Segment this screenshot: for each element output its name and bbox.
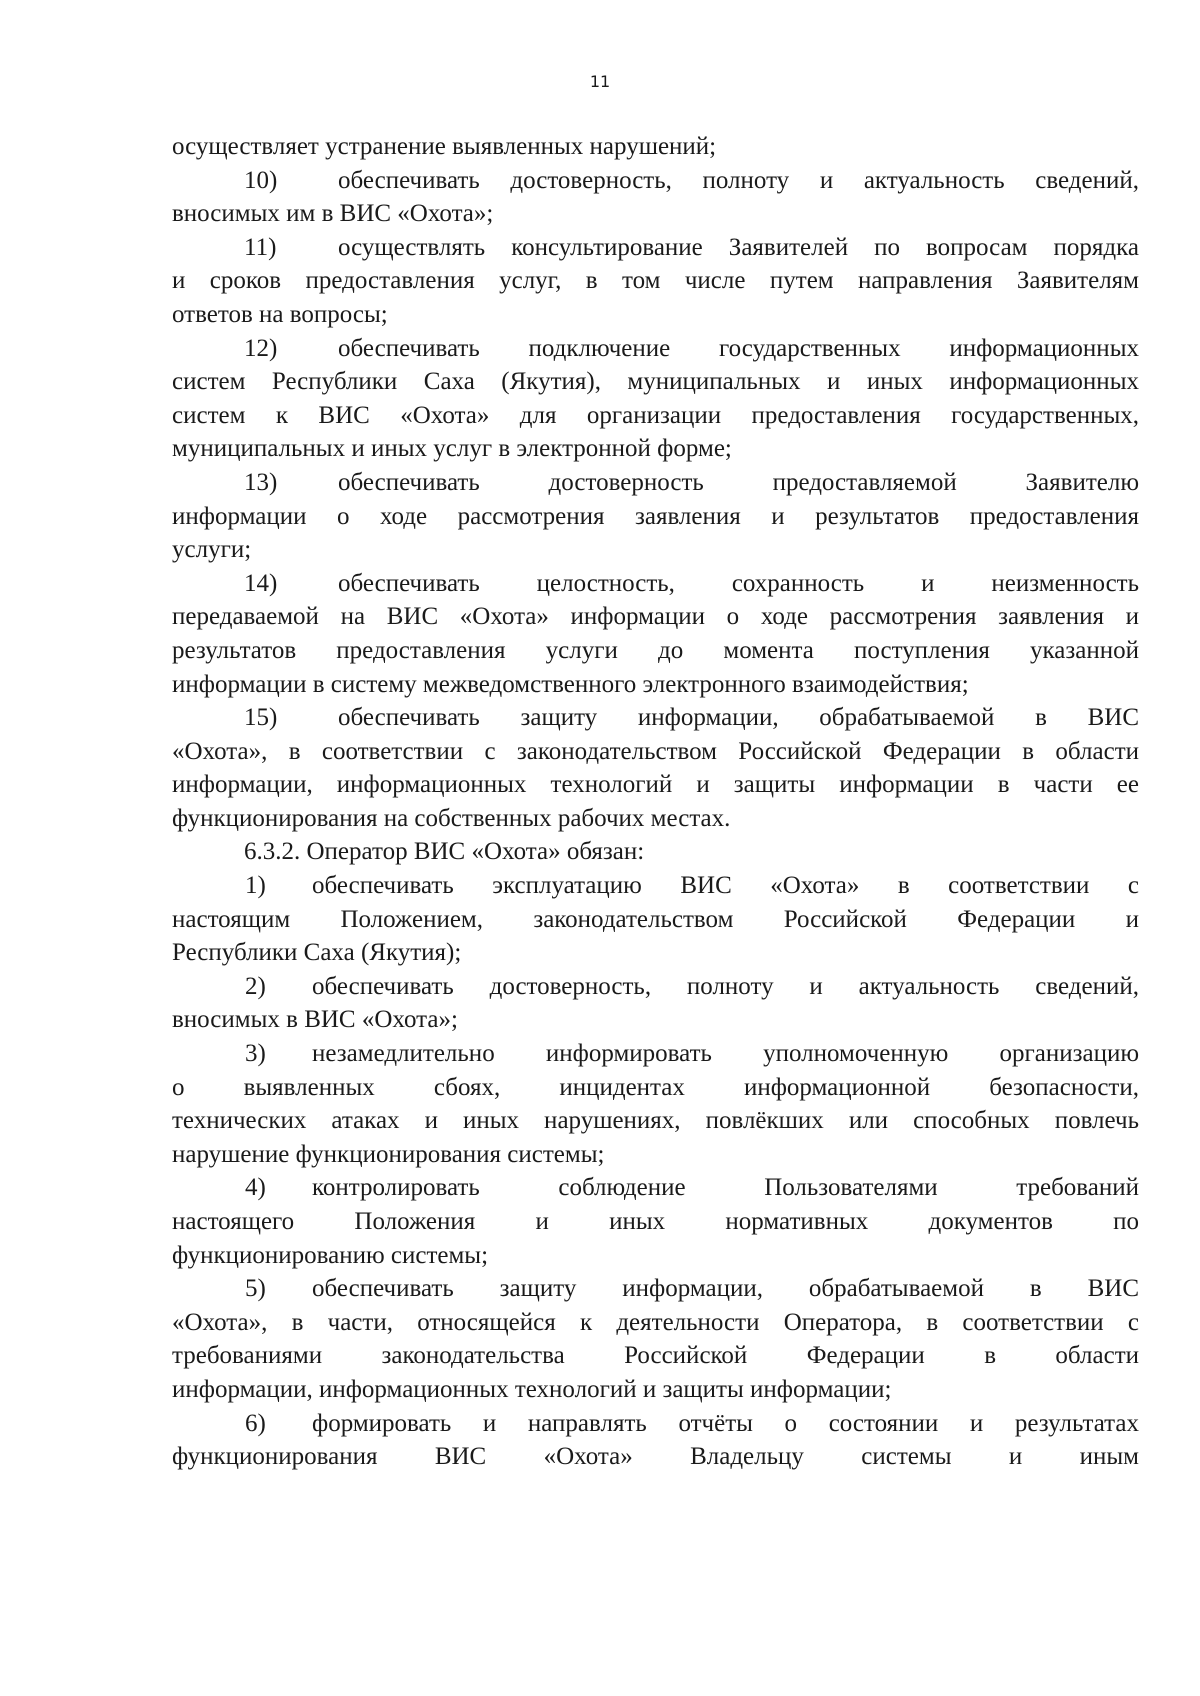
list-item-4	[172, 1171, 1139, 1205]
section-heading: 6.3.2. Оператор ВИС «Охота» обязан:	[244, 838, 645, 866]
text-line: и сроков предоставления услуг, в том числе путем направления Заявителям	[172, 267, 1139, 295]
text-line: информации в систему межведомственного электронного взаимодействия;	[172, 670, 969, 698]
text-line: незамедлительно информировать уполномоченную организацию	[312, 1040, 1139, 1068]
item-number: 12)	[244, 334, 278, 362]
list-item-15	[172, 701, 1139, 735]
list-item-11	[172, 231, 1139, 265]
text-line: осуществляет устранение выявленных нарушений;	[172, 133, 717, 160]
text-line: муниципальных и иных услуг в электронной форме;	[172, 435, 732, 463]
item-number: 6)	[245, 1409, 266, 1437]
text-line: обеспечивать целостность, сохранность и неизменность	[338, 569, 1139, 597]
list-item-1	[172, 869, 1139, 903]
text-line: систем к ВИС «Охота» для организации предоставления государственных,	[172, 401, 1139, 429]
text-line: вносимых им в ВИС «Охота»;	[172, 200, 494, 228]
list-item-6	[172, 1407, 1139, 1441]
text-line: функционированию системы;	[172, 1241, 489, 1269]
text-line: функционирования ВИС «Охота» Владельцу системы и иным	[172, 1443, 1139, 1471]
text-line: настоящим Положением, законодательством Российской Федерации и	[172, 905, 1139, 933]
text-line: обеспечивать достоверность, полноту и актуальность сведений,	[312, 972, 1139, 1000]
text-line: настоящего Положения и иных нормативных документов по	[172, 1208, 1139, 1235]
item-number: 4)	[245, 1174, 266, 1202]
text-line: о выявленных сбоях, инцидентах информационной безопасности,	[172, 1073, 1139, 1101]
item-number: 2)	[245, 972, 266, 1000]
list-item-2	[172, 970, 1139, 1004]
text-line: обеспечивать защиту информации, обрабатываемой в ВИС	[338, 704, 1139, 732]
item-number: 14)	[244, 569, 278, 597]
text-line: нарушение функционирования системы;	[172, 1140, 605, 1168]
list-item-3	[172, 1037, 1139, 1071]
text-line: систем Республики Саха (Якутия), муниципальных и иных информационных	[172, 368, 1139, 396]
item-number: 13)	[244, 468, 278, 496]
text-line: услуги;	[172, 536, 252, 564]
text-line: контролировать соблюдение Пользователями требований	[312, 1174, 1139, 1202]
list-item-13	[172, 466, 1139, 500]
text-line: вносимых в ВИС «Охота»;	[172, 1006, 458, 1034]
item-number: 11)	[244, 233, 277, 261]
text-line: обеспечивать подключение государственных информационных	[338, 334, 1139, 362]
item-number: 1)	[245, 872, 266, 900]
list-item-10	[172, 164, 1139, 198]
text-line: результатов предоставления услуги до момента поступления указанной	[172, 636, 1139, 664]
text-line: обеспечивать защиту информации, обрабатываемой в ВИС	[312, 1275, 1139, 1303]
list-item-12	[172, 332, 1139, 366]
document-body	[172, 130, 1139, 1474]
item-number: 15)	[244, 704, 278, 732]
text-line: «Охота», в части, относящейся к деятельности Оператора, в соответствии с	[172, 1308, 1139, 1336]
text-line: информации о ходе рассмотрения заявления и результатов предоставления	[172, 502, 1139, 530]
text-line: информации, информационных технологий и защиты информации в части ее	[172, 771, 1139, 799]
item-number: 3)	[245, 1040, 266, 1068]
text-line: Республики Саха (Якутия);	[172, 939, 462, 967]
page-number: 11	[589, 72, 611, 91]
text-line: технических атаках и иных нарушениях, повлёкших или способных повлечь	[172, 1107, 1139, 1135]
text-line: обеспечивать достоверность, полноту и актуальность сведений,	[338, 166, 1139, 194]
text-line: информации, информационных технологий и защиты информации;	[172, 1375, 892, 1403]
list-item-5	[172, 1272, 1139, 1306]
item-number: 10)	[244, 166, 278, 194]
item-number: 5)	[245, 1275, 266, 1303]
text-line: обеспечивать достоверность предоставляемой Заявителю	[338, 468, 1139, 496]
text-line: обеспечивать эксплуатацию ВИС «Охота» в соответствии с	[312, 872, 1139, 900]
text-line: осуществлять консультирование Заявителей по вопросам порядка	[338, 233, 1139, 261]
text-line: формировать и направлять отчёты о состоянии и результатах	[312, 1409, 1139, 1437]
list-item-14	[172, 567, 1139, 601]
text-line: функционирования на собственных рабочих местах.	[172, 804, 731, 832]
text-line: требованиями законодательства Российской Федерации в области	[172, 1342, 1139, 1370]
text-line: ответов на вопросы;	[172, 300, 388, 328]
text-line: «Охота», в соответствии с законодательством Российской Федерации в области	[172, 737, 1139, 765]
text-line: передаваемой на ВИС «Охота» информации о ходе рассмотрения заявления и	[172, 603, 1139, 631]
